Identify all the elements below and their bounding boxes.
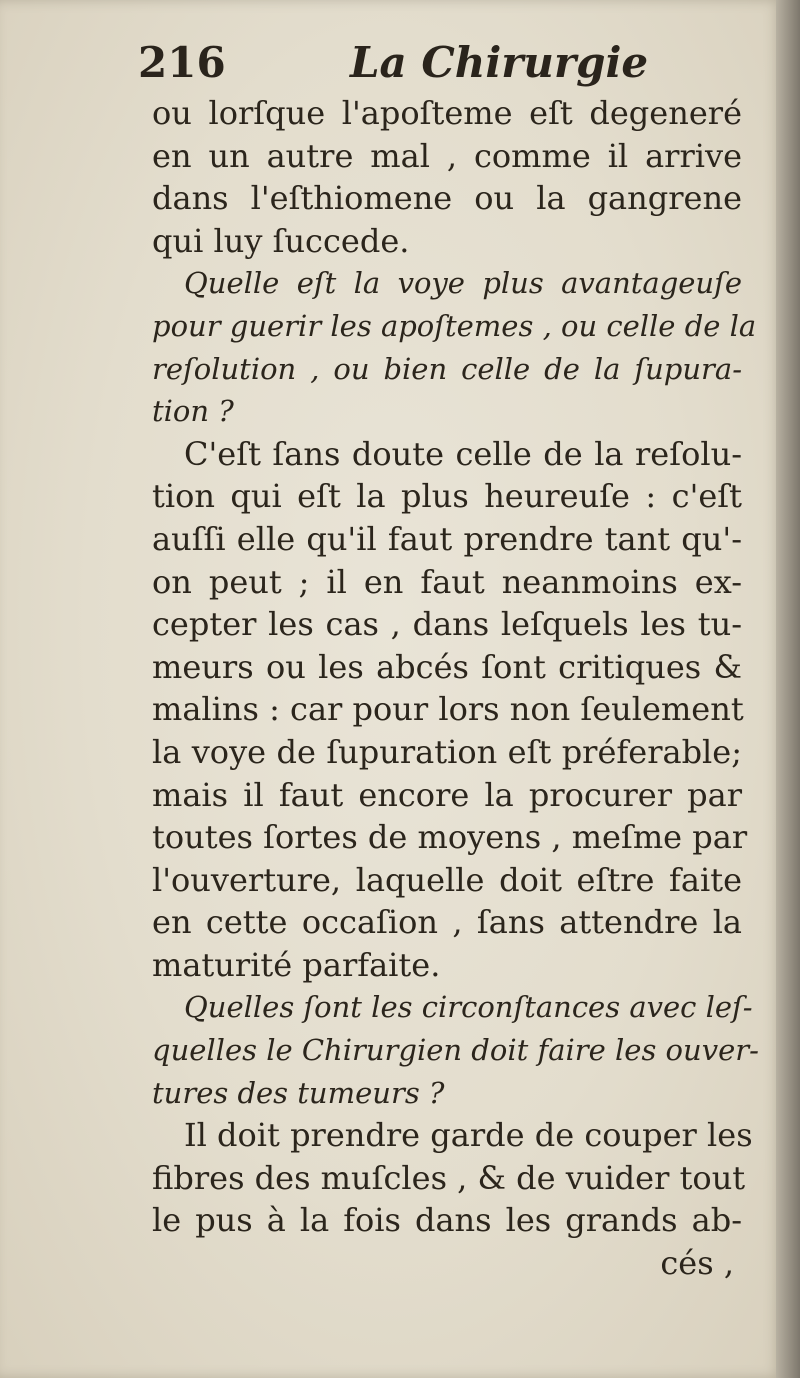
text-line: auſſi elle qu'il faut prendre tant qu'- [152, 519, 742, 558]
text-line: meurs ou les abcés ſont critiques & [152, 647, 742, 686]
body-text [152, 92, 759, 1285]
question-line: tures des tumeurs ? [152, 1075, 445, 1110]
question-line: pour guerir les apoſtemes , ou celle de la [152, 308, 757, 343]
text-line: on peut ; il en faut neanmoins ex- [152, 562, 742, 601]
running-head [138, 38, 738, 98]
question-line: Quelle eſt la voye plus avantageuſe [184, 266, 742, 301]
text-line: toutes ſortes de moyens , meſme par [152, 818, 748, 857]
text-line: tion qui eſt la plus heureuſe : c'eſt [152, 477, 742, 516]
text-line: mais il faut encore la procurer par [152, 775, 742, 814]
text-line: C'eſt ſans doute celle de la reſolu- [184, 434, 742, 473]
text-line: le pus à la fois dans les grands ab- [152, 1201, 742, 1240]
question-line: quelles le Chirurgien doit faire les ouver- [152, 1033, 759, 1068]
text-line: Il doit prendre garde de couper les [184, 1116, 753, 1155]
text-line: malins : car pour lors non ſeulement [152, 690, 744, 729]
catchword: cés , [660, 1244, 734, 1283]
text-line: l'ouverture, laquelle doit eſtre faite [152, 860, 742, 899]
text-line: qui luy ſuccede. [152, 221, 410, 260]
text-line: dans l'eſthiomene ou la gangrene [152, 179, 742, 218]
question-line: tion ? [152, 394, 234, 429]
page-number: 216 [138, 38, 226, 87]
page-edge [776, 0, 800, 1378]
text-line: ou lorſque l'apoſteme eſt degeneré [152, 94, 742, 132]
text-line: en cette occaſion , ſans attendre la [152, 903, 742, 942]
text-line: en un autre mal , comme il arrive [152, 136, 742, 175]
running-title: La Chirurgie [350, 38, 649, 87]
question-line: reſolution , ou bien celle de la ſupura- [152, 351, 742, 386]
text-line: maturité parfaite. [152, 945, 441, 984]
text-line: fibres des muſcles , & de vuider tout [152, 1158, 746, 1197]
text-line: la voye de ſupuration eſt préferable; [152, 732, 742, 771]
text-line: cepter les cas , dans leſquels les tu- [152, 605, 742, 644]
question-line: Quelles ſont les circonſtances avec leſ- [184, 990, 753, 1025]
